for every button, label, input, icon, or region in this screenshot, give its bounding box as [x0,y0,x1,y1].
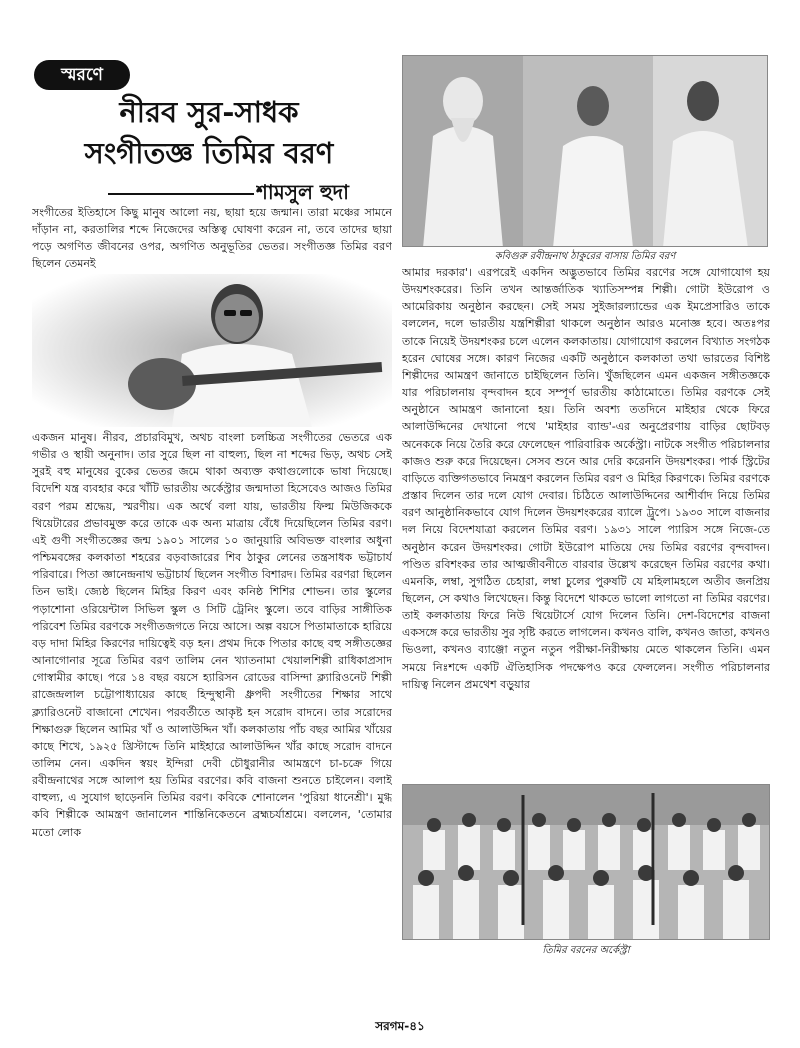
article-text-intro [32,204,392,272]
orchestra-photo-caption: তিমির বরনের অর্কেস্ট্রা [542,945,630,956]
sarod-portrait-illustration [32,274,392,427]
tagore-photo-illustration [403,56,768,247]
byline-rule [108,193,254,195]
article-paragraph: একজন মানুষ। নীরব, প্রচারবিমুখ, অথচ বাংলা চলচ্চিত্র সংগীতের ভেতরে এক গভীর ও স্থায়ী অনুনাদ। তার সুরে ছিল না বাহুল্য, ছিল না শব্দের ভিড়, অথচ সেই সুরই বহু মানুষের বুকের ভেতর জমে থাকা অব্যক্ত কথাগুলোকে ভাষা দিয়েছে। বিদেশি যন্ত্র ব্যবহার করে খাঁটি ভারতীয় অর্কেস্ট্রার জন্মদাতা হিসেবেও আজও তিমির বরণ পরম শ্রদ্ধেয়, স্মরণীয়। এক অর্থে বলা যায়, ভারতীয় ফিল্ম মিউজিককে থিয়েটারের প্রভাবমুক্ত করে তাকে এক অন্য মাত্রায় বেঁধে দিয়েছিলেন তিমির বরণ। এই গুণী সংগীতজ্ঞের জন্ম ১৯০১ সালের ১০ জানুয়ারি অবিভক্ত বাংলার অধুনা পশ্চিমবঙ্গের কলকাতা শহরের বড়বাজারের শিব ঠাকুর লেনের তন্ত্রসাধক ভট্টাচার্য পরিবারে। পিতা জ্ঞানেন্দ্রনাথ ভট্টাচার্য ছিলেন সংগীত বিশারদ। তিমির বরণরা ছিলেন তিন ভাই। জ্যেষ্ঠ ছিলেন মিহির কিরণ এবং কনিষ্ঠ শিশির শোভন। তার স্কুলের পড়াশোনা ওরিয়েন্টাল সিভিল স্কুল ও সিটি ট্রেনিং স্কুলে। তবে বাড়ির সাঙ্গীতিক পরিবেশ তিমির বরণকে সংগীতজগতে নিয়ে আসে। অল্প বয়সে পিতামাতাকে হারিয়ে বড় দাদা মিহির কিরণের দায়িত্বেই বড় হন। প্রথম দিকে পিতার কাছে বহু সঙ্গীতজ্ঞের আনাগোনার সূত্রে তিমির বরণ তালিম নেন খ্যাতনামা খেয়ালশিল্পী রাধিকাপ্রসাদ গোস্বামীর কাছে। পরে ১৪ বছর বয়সে হ্যারিসন রোডের বাসিন্দা ক্ল্যারিওনেট শিল্পী রাজেন্দ্রলাল চট্টোপাধ্যায়ের কাছে হিন্দুস্থানী ধ্রুপদী সংগীতের শিক্ষার সাথে ক্ল্যারিওনেট বাজানো শেখেন। পরবর্তীতে আকৃষ্ট হন সরোদ বাদনে। তার সরোদের শিক্ষাগুরু ছিলেন আমির খাঁ ও আলাউদ্দিন খাঁ। কলকাতায় পাঁচ বছর আমির খাঁয়ের কাছে শিখে, ১৯২৫ খ্রিস্টাব্দে তিনি মাইহারে আলাউদ্দিন খাঁর কাছে সরোদ বাদনে তালিম নেন। একদিন স্বয়ং ইন্দিরা দেবী চৌধুরানীর আমন্ত্রণে চা-চক্রে গিয়ে রবীন্দ্রনাথের সঙ্গে আলাপ হয় তিমির বরণের। কবি বাজনা শুনতে চাইলেন। বলাই বাহুল্য, এ সুযোগ ছাড়েননি তিমির বরণ। কবিকে শোনালেন 'পুরিয়া ধানেশ্রী'। মুগ্ধ কবি শিল্পীকে আমন্ত্রণ জানালেন শান্তিনিকেতনে ব্রহ্মচর্যাশ্রমে। বললেন, 'তোমার মতো লোক [32,431,392,839]
tagore-photo-caption: কবিগুরু রবীন্দ্রনাথ ঠাকুরের বাসায় তিমির বরণ [494,251,676,262]
article-text-left [32,429,392,1031]
byline: শামসুল হুদা [256,180,349,204]
headline-line-1: নীরব সুর-সাধক [119,95,299,129]
article-text-right [402,264,770,780]
tagore-photo [402,55,768,247]
orchestra-photo [402,784,770,940]
article-paragraph: আমার দরকার'। এরপরেই একদিন অদ্ভুতভাবে তিমির বরণের সঙ্গে যোগাযোগ হয় উদয়শংকরের। তিনি তখন আন্তর্জাতিক খ্যাতিসম্পন্ন শিল্পী। গোটা ইউরোপ ও আমেরিকায় অনুষ্ঠান করছেন। সেই সময় সুইজারল্যান্ডের এক ইমপ্রেসারিও তাকে বললেন, দলে ভারতীয় যন্ত্রশিল্পীরা থাকলে অনুষ্ঠান আরও মনোজ্ঞ হবে। অতঃপর তাকে নিয়েই উদয়শংকর চলে এলেন কলকাতায়। যোগাযোগ করলেন বিখ্যাত সংগঠক হরেন ঘোষের সঙ্গে। কারণ নিজের একটি অনুষ্ঠানে কলকাতা তথা ভারতের বিশিষ্ট শিল্পীদের আমন্ত্রণ জানাতে চাইছিলেন তিনি। খুঁজছিলেন এমন একজন সঙ্গীতজ্ঞকে যার পরিচালনায় বৃন্দবাদন হবে সম্পূর্ণ ভারতীয় কাঠামোতে। তিমির বরণকে সেই অনুষ্ঠানে আমন্ত্রণ জানানো হয়। তিনি অবশ্য ততদিনে মাইহার থেকে ফিরে আলাউদ্দিনের দেখানো পথে 'মাইহার ব্যান্ড'-এর অনুপ্রেরণায় বাড়ির ছোটবড় অনেককে নিয়ে তৈরি করে ফেলেছেন পারিবারিক অর্কেস্ট্রা। নাটকে সংগীত পরিচালনার কাজও শুরু করে দিয়েছেন। সেসব শুনে আর দেরি করেননি উদয়শংকর। পার্ক স্ট্রিটের বাড়িতে ব্যক্তিগতভাবে নিমন্ত্রণ করলেন তিমির বরণ ও মিহির কিরণকে। তিমির বরণকে প্রস্তাব দিলেন তার দলে যোগ দেবার। চিঠিতে আলাউদ্দিনের আশীর্বাদ নিয়ে তিমির বরণ আনুষ্ঠানিকভাবে যোগ দিলেন উদয়শংকরের ব্যালে ট্রুপে। ১৯৩০ সালে বাজনার দল নিয়ে বিদেশযাত্রা করলেন তিমির বরণ। ১৯৩১ সালে প্যারিস সঙ্গে নিজে-তে অনুষ্ঠান করেন উদয়শংকর। গোটা ইউরোপ মাতিয়ে দেয় তিমির বরণের বৃন্দবাদন। পণ্ডিত রবিশংকর তার আত্মজীবনীতে বারবার উল্লেখ করেছেন তিমির বরণের কথা। এমনকি, লম্বা, সুগঠিত চেহারা, লম্বা চুলের পুরুষটি যে মহিলামহলে অতীব জনপ্রিয় ছিলেন, সে কথাও লিখেছেন। কিন্তু বিদেশে থাকতে ভালো লাগতো না তিমির বরণের। তাই কলকাতায় ফিরে নিউ থিয়েটার্সে যোগ দিলেন তিনি। দেশ-বিদেশের বাজনা একসঙ্গে করে ভারতীয় সুর সৃষ্টি করতে লাগলেন। কখনও বালি, কখনও জাতা, কখনও ভিওলা, কখনও ব্যাঞ্জো নতুন নতুন পরীক্ষা-নিরীক্ষায় মেতে থাকলেন তিনি। এমন সময়ে নিঃশব্দে একটি ঐতিহাসিক পদক্ষেপও করে ফেললেন। সংগীত পরিচালনার দায়িত্ব নিলেন প্রমথেশ বড়ুয়ার [402,266,770,691]
orchestra-photo-illustration [403,785,770,940]
headline-line-2: সংগীতজ্ঞ তিমির বরণ [84,136,334,170]
page-number: সরগম-৪১ [375,1019,425,1033]
article-paragraph: সংগীতের ইতিহাসে কিছু মানুষ আলো নয়, ছায়া হয়ে জন্মান। তারা মঞ্চের সামনে দাঁড়ান না, করতালির শব্দে নিজেদের অস্তিত্ব ঘোষণা করেন না, তবে তাদের ছায়া পড়ে অগণিত জীবনের ওপর, অগণিত অনুভূতির ভেতর। সংগীতজ্ঞ তিমির বরণ ছিলেন তেমনই [32,206,392,271]
section-badge: স্মরণে [34,60,130,90]
sarod-portrait [32,274,392,427]
